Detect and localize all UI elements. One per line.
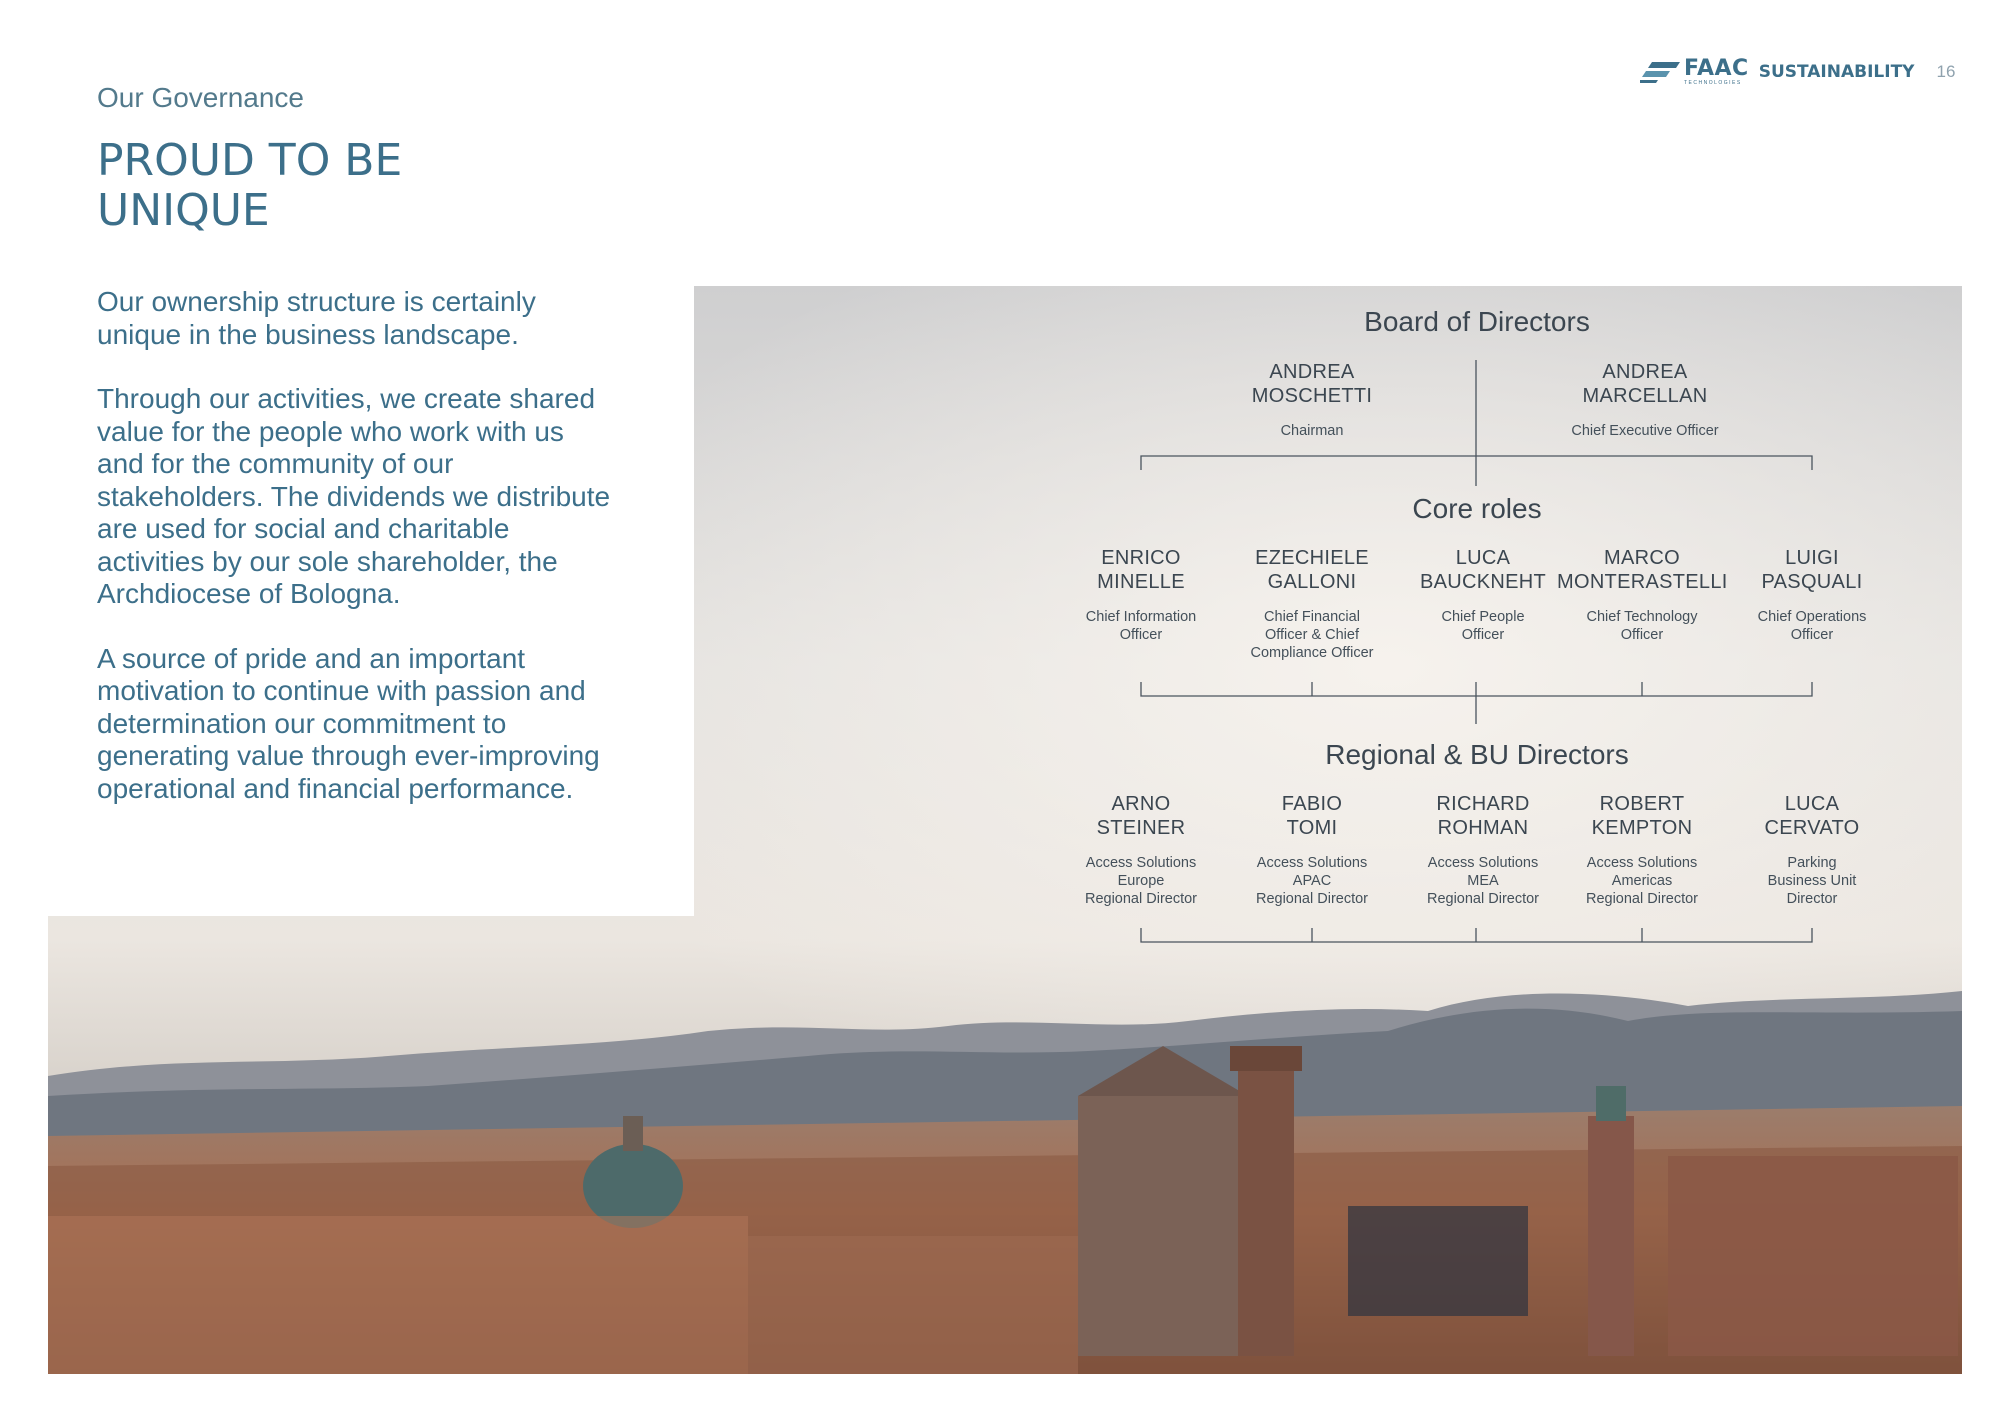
regional-member [1227, 792, 1397, 908]
brand-name: FAAC [1684, 56, 1749, 81]
board-member [1227, 360, 1397, 440]
member-role: Chief Operations Officer [1757, 609, 1867, 643]
member-role: Chief Executive Officer [1571, 423, 1719, 439]
org-chart [1060, 286, 1960, 986]
paragraph-1: Our ownership structure is certainly unique in the business landscape. [97, 286, 536, 350]
intro-text [97, 286, 617, 837]
page-title: PROUD TO BE UNIQUE [97, 135, 403, 236]
board-heading: Board of Directors [1364, 306, 1590, 337]
faac-logo [1640, 58, 1749, 86]
member-role: Access Solutions Europe Regional Director [1084, 855, 1198, 907]
page-number: 16 [1936, 62, 1956, 81]
member-role: Access Solutions Americas Regional Director [1585, 855, 1699, 907]
member-role: Chief People Officer [1441, 609, 1525, 643]
core-member [1056, 546, 1226, 644]
paragraph-2: Through our activities, we create shared value for the people who work with us and for the community of our stakeholders. The dividends we distribute are used for social and charitable activities by our sole shareholder, the Archdiocese of Bologna. [97, 383, 611, 609]
core-member [1398, 546, 1568, 644]
member-name: MARCO MONTERASTELLI [1557, 547, 1728, 593]
core-member [1727, 546, 1897, 644]
member-role: Chief Financial Officer & Chief Compliance Officer [1250, 609, 1374, 661]
member-name: ENRICO MINELLE [1097, 547, 1185, 593]
member-role: Access Solutions APAC Regional Director [1255, 855, 1369, 907]
brand-subtitle: TECHNOLOGIES [1684, 80, 1742, 86]
regional-directors-heading: Regional & BU Directors [1325, 739, 1629, 770]
regional-member [1727, 792, 1897, 908]
faac-logo-icon [1640, 60, 1680, 84]
member-name: EZECHIELE GALLONI [1255, 547, 1369, 593]
member-role: Parking Business Unit Director [1767, 855, 1857, 907]
member-role: Chief Technology Officer [1586, 609, 1698, 643]
member-name: RICHARD ROHMAN [1436, 793, 1530, 839]
member-name: LUCA CERVATO [1764, 793, 1860, 839]
regional-member [1398, 792, 1568, 908]
member-role: Chairman [1280, 423, 1344, 439]
member-name: ANDREA MOSCHETTI [1251, 361, 1373, 407]
paragraph-3: A source of pride and an important motivation to continue with passion and determination our commitment to generating value through ever-improving operational and financial performance. [97, 642, 600, 804]
core-member [1227, 546, 1397, 662]
section-label: SUSTAINABILITY [1758, 62, 1915, 82]
regional-member [1056, 792, 1226, 908]
member-name: LUIGI PASQUALI [1761, 547, 1863, 593]
member-role: Chief Information Officer [1085, 609, 1197, 643]
member-name: FABIO TOMI [1281, 793, 1343, 839]
member-role: Access Solutions MEA Regional Director [1426, 855, 1540, 907]
member-name: ANDREA MARCELLAN [1582, 361, 1708, 407]
core-member [1557, 546, 1727, 644]
header-brand [1640, 58, 1955, 86]
board-member [1560, 360, 1730, 440]
member-name: ROBERT KEMPTON [1591, 793, 1693, 839]
member-name: ARNO STEINER [1096, 793, 1186, 839]
member-name: LUCA BAUCKNEHT [1419, 547, 1547, 593]
core-roles-heading: Core roles [1412, 493, 1542, 524]
section-kicker: Our Governance [97, 82, 304, 113]
regional-member [1557, 792, 1727, 908]
